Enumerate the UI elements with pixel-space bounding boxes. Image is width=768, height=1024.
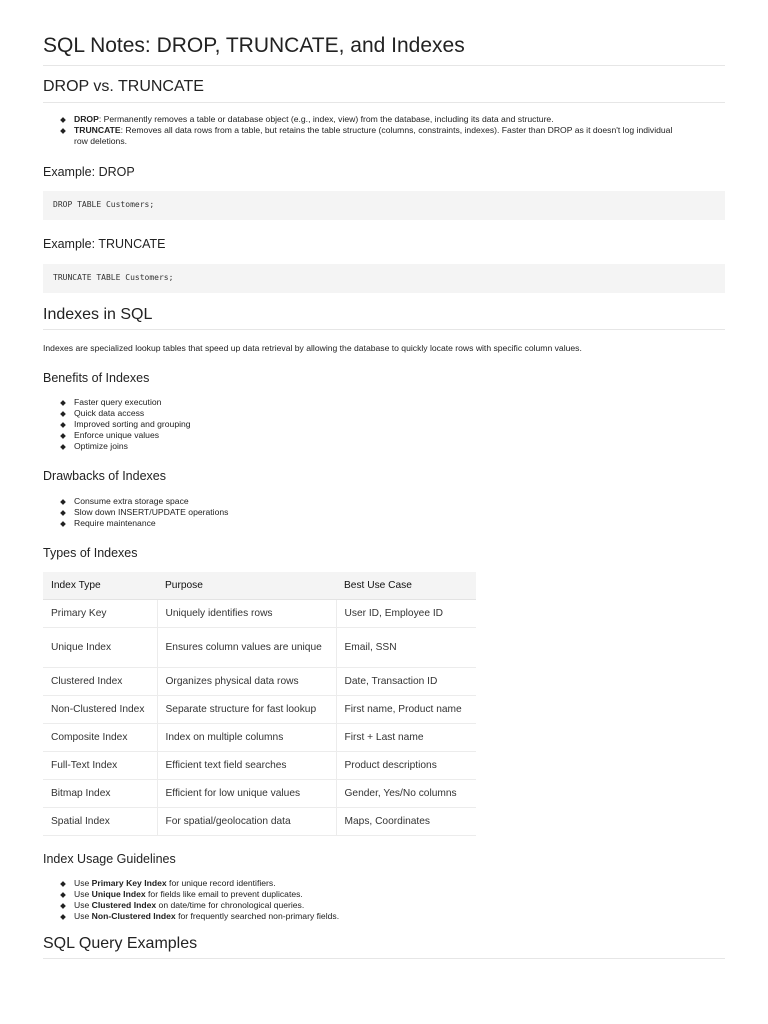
guideline-text: for fields like email to prevent duplicates. <box>145 889 303 899</box>
guideline-term: Primary Key Index <box>91 878 167 888</box>
guideline-text: Use <box>74 900 92 910</box>
list-item: Enforce unique values <box>60 430 191 441</box>
page-title: SQL Notes: DROP, TRUNCATE, and Indexes <box>43 34 465 57</box>
table-cell: Spatial Index <box>43 808 157 836</box>
table-cell: First name, Product name <box>336 696 476 724</box>
table-row <box>43 724 476 752</box>
table-cell: Efficient for low unique values <box>157 780 336 808</box>
guideline-term: Clustered Index <box>91 900 157 910</box>
table-cell: Bitmap Index <box>43 780 157 808</box>
table-row <box>43 808 476 836</box>
guideline-term: Unique Index <box>91 889 146 899</box>
code-drop: DROP TABLE Customers; <box>53 200 155 209</box>
guideline-text: Use <box>74 889 92 899</box>
table-cell: Uniquely identifies rows <box>157 600 336 628</box>
list-item: Improved sorting and grouping <box>60 419 191 430</box>
guideline-text: for frequently searched non-primary fields. <box>175 911 340 921</box>
term-drop: DROP <box>74 114 99 124</box>
section-heading-query-examples: SQL Query Examples <box>43 935 198 952</box>
term-truncate: TRUNCATE <box>74 125 121 135</box>
table-row <box>43 696 476 724</box>
table-row <box>43 752 476 780</box>
guideline-text: for unique record identifiers. <box>166 878 276 888</box>
list-item: Quick data access <box>60 408 191 419</box>
guidelines-heading: Index Usage Guidelines <box>43 852 176 866</box>
table-cell: Efficient text field searches <box>157 752 336 780</box>
list-item: Consume extra storage space <box>60 496 228 507</box>
code-truncate: TRUNCATE TABLE Customers; <box>53 273 174 282</box>
list-item: Require maintenance <box>60 518 228 529</box>
table-header-row <box>43 572 476 600</box>
guideline-term: Non-Clustered Index <box>91 911 176 921</box>
term-drop-desc: : Permanently removes a table or database object (e.g., index, view) from the database, including its data and structure. <box>98 114 554 124</box>
benefits-list <box>60 397 191 452</box>
table-cell: Non-Clustered Index <box>43 696 157 724</box>
table-cell: Date, Transaction ID <box>336 668 476 696</box>
example-drop-heading: Example: DROP <box>43 165 135 179</box>
list-item: Slow down INSERT/UPDATE operations <box>60 507 228 518</box>
list-item <box>60 125 720 147</box>
drawbacks-heading: Drawbacks of Indexes <box>43 469 166 483</box>
benefits-heading: Benefits of Indexes <box>43 371 150 385</box>
list-item <box>60 900 339 911</box>
drawbacks-list <box>60 496 228 529</box>
types-heading: Types of Indexes <box>43 546 138 560</box>
table-cell: Ensures column values are unique <box>157 628 336 668</box>
table-cell: Full-Text Index <box>43 752 157 780</box>
divider <box>43 958 725 959</box>
table-row <box>43 668 476 696</box>
guidelines-list <box>60 878 339 922</box>
drop-truncate-list <box>60 114 720 147</box>
column-header: Index Type <box>43 572 157 600</box>
section-heading-drop-vs-truncate: DROP vs. TRUNCATE <box>43 78 204 95</box>
table-cell: Composite Index <box>43 724 157 752</box>
table-cell: For spatial/geolocation data <box>157 808 336 836</box>
term-truncate-desc: : Removes all data rows from a table, but retains the table structure (columns, constraints, indexes). Faster than DROP as it doesn't log individual <box>120 125 673 135</box>
list-item <box>60 911 339 922</box>
list-item: Optimize joins <box>60 441 191 452</box>
list-item <box>60 114 720 125</box>
index-types-table <box>43 572 476 836</box>
guideline-text: Use <box>74 878 92 888</box>
table-cell: Unique Index <box>43 628 157 668</box>
indexes-intro: Indexes are specialized lookup tables that speed up data retrieval by allowing the database to quickly locate rows with specific column values. <box>43 343 582 353</box>
table-cell: Email, SSN <box>336 628 476 668</box>
table-cell: Maps, Coordinates <box>336 808 476 836</box>
section-heading-indexes: Indexes in SQL <box>43 306 153 323</box>
divider <box>43 65 725 66</box>
code-block-drop[interactable] <box>43 191 725 220</box>
table-cell: First + Last name <box>336 724 476 752</box>
divider <box>43 329 725 330</box>
list-item <box>60 889 339 900</box>
list-item <box>60 878 339 889</box>
example-truncate-heading: Example: TRUNCATE <box>43 237 166 251</box>
table-cell: Index on multiple columns <box>157 724 336 752</box>
code-block-truncate[interactable] <box>43 264 725 293</box>
table-row <box>43 628 476 668</box>
divider <box>43 102 725 103</box>
list-item: Faster query execution <box>60 397 191 408</box>
table-row <box>43 780 476 808</box>
table-cell: Primary Key <box>43 600 157 628</box>
table-row <box>43 600 476 628</box>
term-truncate-desc-cont: row deletions. <box>74 136 128 146</box>
table-cell: Organizes physical data rows <box>157 668 336 696</box>
table-cell: Clustered Index <box>43 668 157 696</box>
column-header: Best Use Case <box>336 572 476 600</box>
table-cell: Separate structure for fast lookup <box>157 696 336 724</box>
column-header: Purpose <box>157 572 336 600</box>
table-cell: User ID, Employee ID <box>336 600 476 628</box>
guideline-text: on date/time for chronological queries. <box>156 900 305 910</box>
table-cell: Product descriptions <box>336 752 476 780</box>
table-cell: Gender, Yes/No columns <box>336 780 476 808</box>
guideline-text: Use <box>74 911 92 921</box>
